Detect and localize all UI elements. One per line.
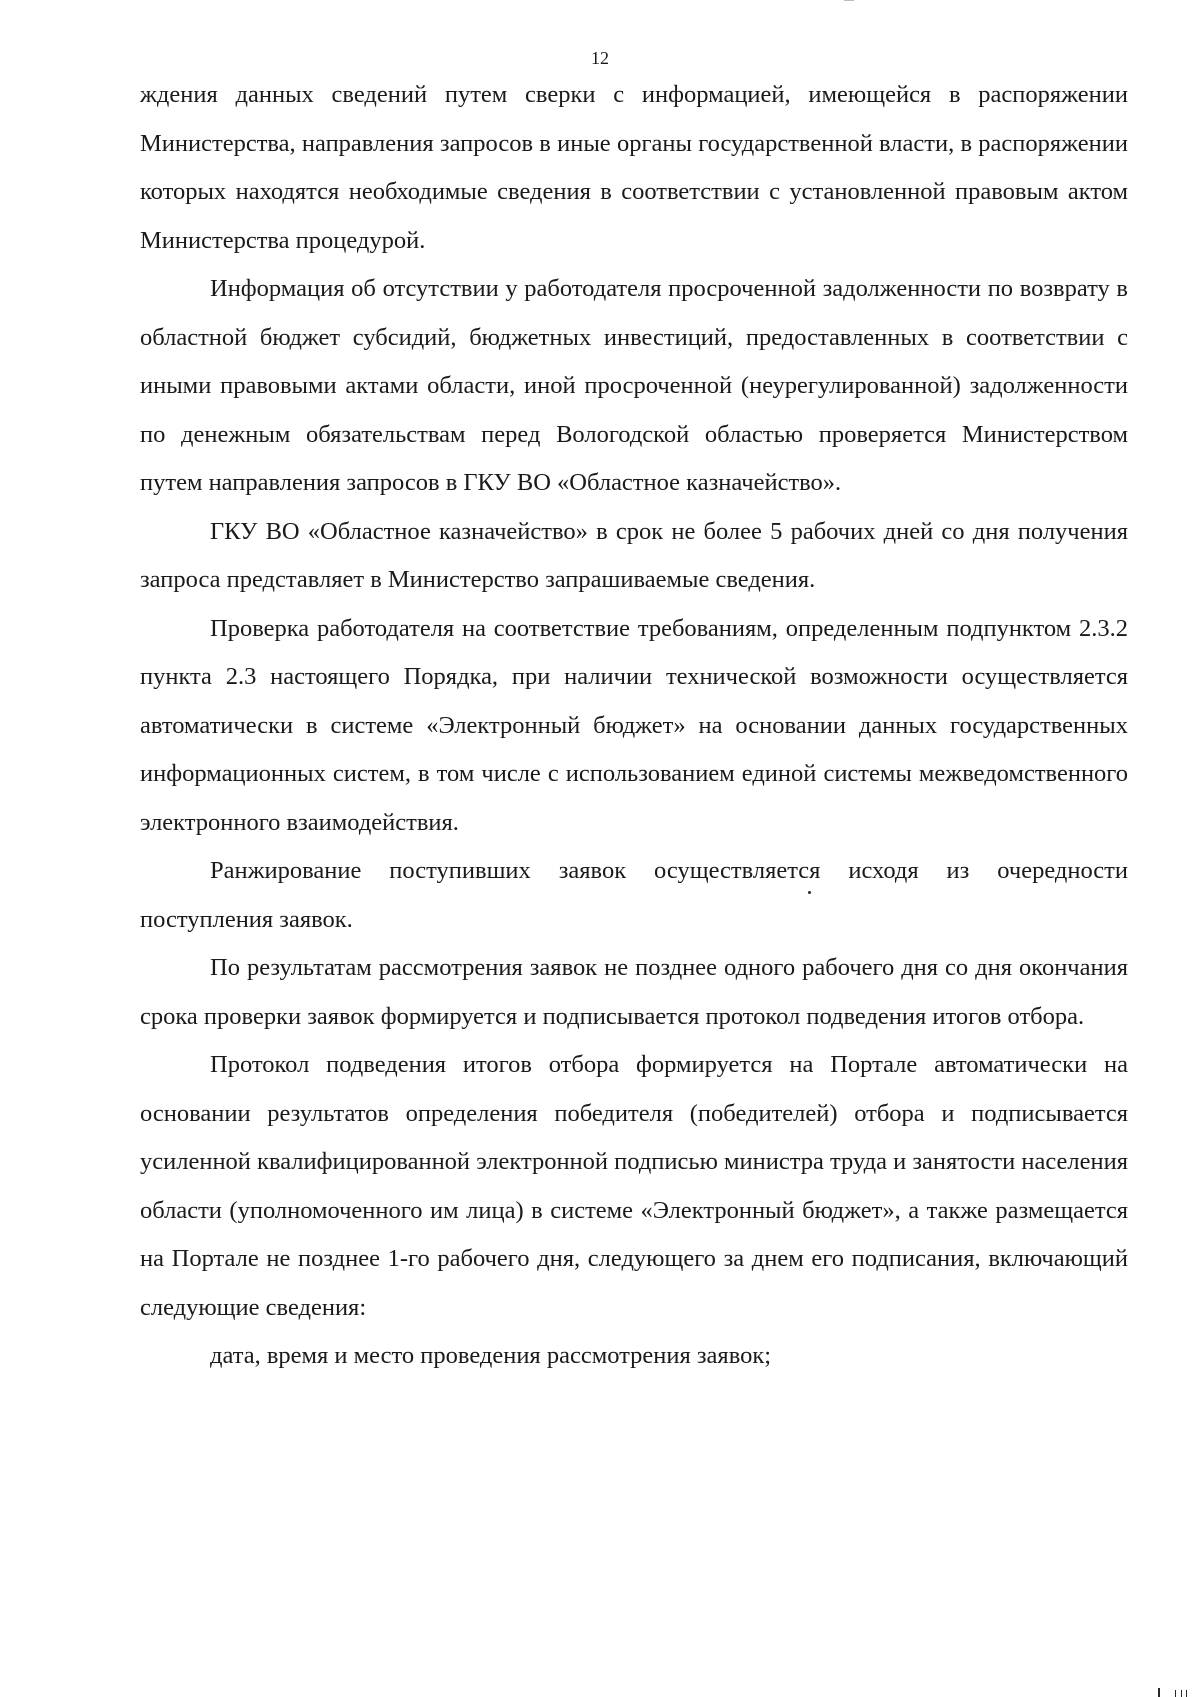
scan-artifact-corner <box>1181 1690 1182 1697</box>
paragraph-list-item-date: дата, время и место проведения рассмотрения заявок; <box>210 1342 772 1369</box>
paragraph-ranking: Ранжирование поступивших заявок осуществляется исходя из очередности поступления заявок. <box>140 857 1128 933</box>
paragraph-debt-info: Информация об отсутствии у работодателя просроченной задолженности по возврату в областной бюджет субсидий, бюджетных инвестиций, предоставленных в соответствии с иными правовыми актами области, иной просроченной (неурегулированной) задолженности по денежным обязательствам перед Вологодской областью проверяется Министерством путем направления запросов в ГКУ ВО «Областное казначейство». <box>140 275 1128 496</box>
scan-artifact-corner <box>1158 1688 1160 1697</box>
paragraph-review-results: По результатам рассмотрения заявок не позднее одного рабочего дня со дня окончания срока проверки заявок формируется и подписывается протокол подведения итогов отбора. <box>140 954 1128 1030</box>
scan-artifact-top <box>844 0 854 1</box>
page-number: 12 <box>591 48 609 68</box>
document-body <box>140 71 1128 1381</box>
paragraph-protocol: Протокол подведения итогов отбора формируется на Портале автоматически на основании результатов определения победителя (победителей) отбора и подписывается усиленной квалифицированной электронной подписью министра труда и занятости населения области (уполномоченного им лица) в системе «Электронный бюджет», а также размещается на Портале не позднее 1-го рабочего дня, следующего за днем его подписания, включающий следующие сведения: <box>140 1051 1128 1321</box>
paragraph-employer-check: Проверка работодателя на соответствие требованиям, определенным подпунктом 2.3.2 пункта 2.3 настоящего Порядка, при наличии технической возможности осуществляется автоматически в системе «Электронный бюджет» на основании данных государственных информационных систем, в том числе с использованием единой системы межведомственного электронного взаимодействия. <box>140 614 1128 836</box>
paragraph-treasury-response: ГКУ ВО «Областное казначейство» в срок не более 5 рабочих дней со дня получения запроса представляет в Министерство запрашиваемые сведения. <box>140 517 1128 593</box>
scan-artifact-corner <box>1175 1690 1176 1697</box>
scan-artifact-dot <box>808 891 811 894</box>
paragraph-continuation: ждения данных сведений путем сверки с информацией, имеющейся в распоряжении Министерства, направления запросов в иные органы государственной власти, в распоряжении которых находятся необходимые сведения в соответствии с установленной правовым актом Министерства процедурой. <box>140 81 1128 254</box>
scan-artifact-corner <box>1186 1690 1187 1697</box>
